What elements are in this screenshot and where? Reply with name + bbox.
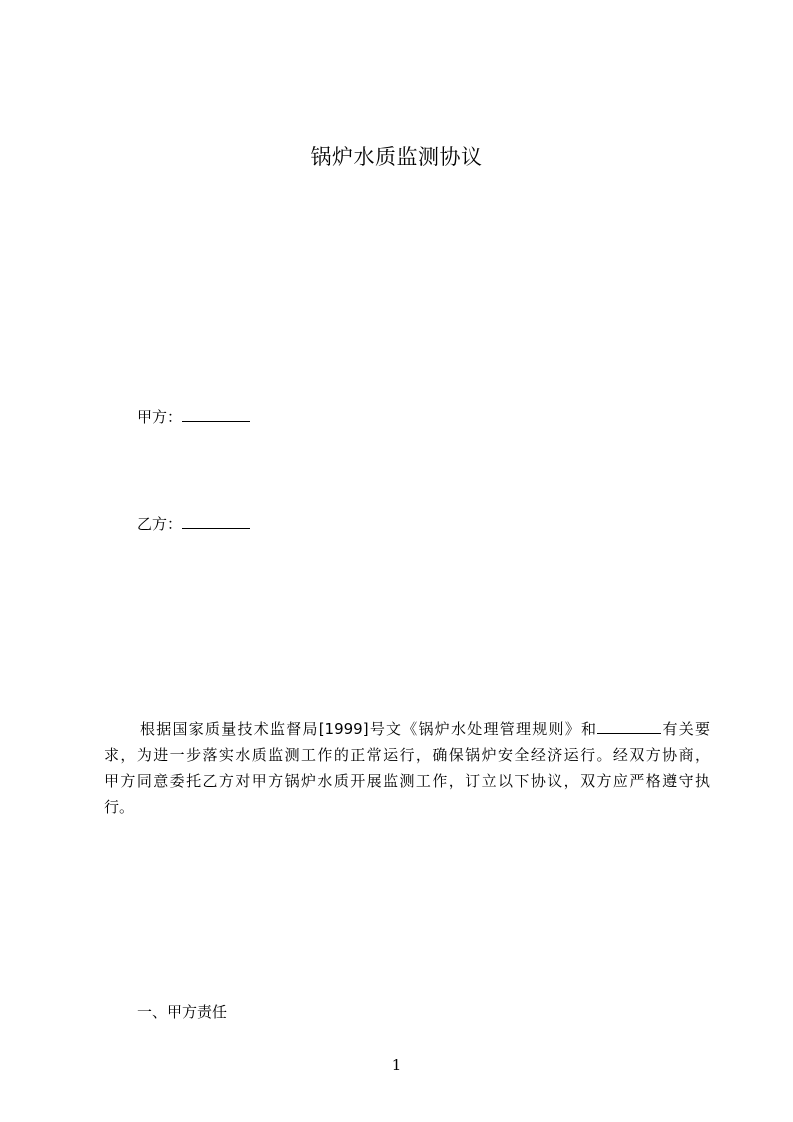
party-a-line xyxy=(137,406,250,428)
document-title: 锅炉水质监测协议 xyxy=(310,145,483,169)
page-number: 1 xyxy=(391,1056,402,1074)
intro-paragraph xyxy=(104,716,710,820)
party-a-blank xyxy=(182,407,250,422)
paragraph-line-1-text: 根据国家质量技术监督局[1999]号文《锅炉水处理管理规则》和 xyxy=(140,720,598,738)
party-b-blank xyxy=(182,514,250,529)
party-b-label: 乙方： xyxy=(137,515,183,533)
paragraph-line-4: 行。 xyxy=(104,798,135,816)
party-b-line xyxy=(137,513,250,535)
paragraph-line-1-tail: 有关要 xyxy=(661,720,710,738)
paragraph-line-3: 甲方同意委托乙方对甲方锅炉水质开展监测工作，订立以下协议，双方应严格遵守执 xyxy=(104,772,710,790)
party-a-label: 甲方： xyxy=(137,408,183,426)
section-heading: 一、甲方责任 xyxy=(137,1003,228,1021)
paragraph-line-1 xyxy=(104,716,710,742)
paragraph-line-2: 求，为进一步落实水质监测工作的正常运行，确保锅炉安全经济运行。经双方协商， xyxy=(104,746,710,764)
regulation-blank xyxy=(597,719,661,734)
